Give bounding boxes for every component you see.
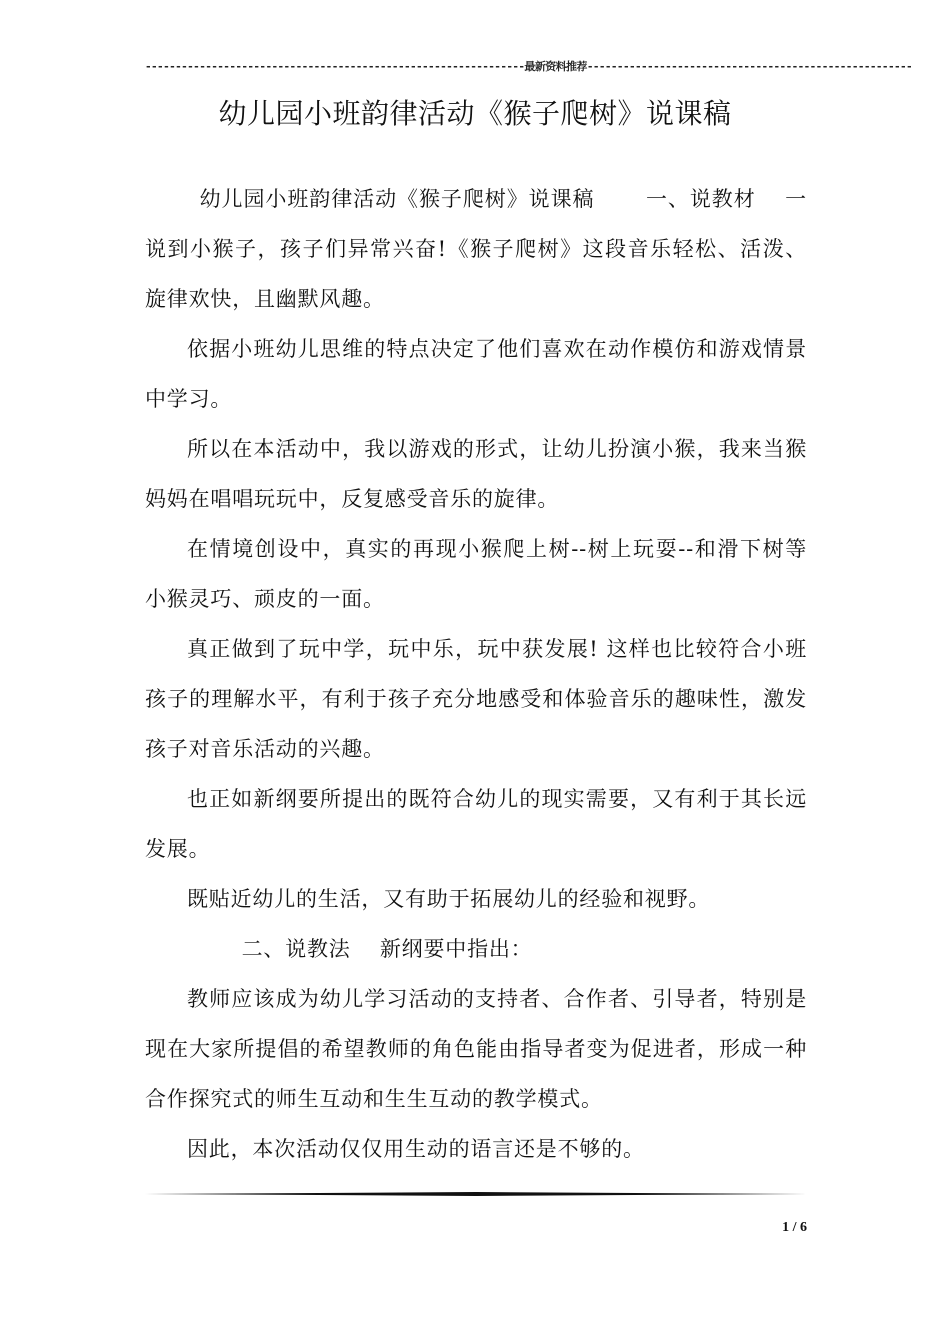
paragraph: 也正如新纲要所提出的既符合幼儿的现实需要，又有利于其长远发展。 (145, 787, 807, 861)
paragraph: 所以在本活动中，我以游戏的形式，让幼儿扮演小猴，我来当猴妈妈在唱唱玩玩中，反复感受音乐的旋律。 (145, 437, 807, 511)
paragraph: 在情境创设中，真实的再现小猴爬上树--树上玩耍--和滑下树等小猴灵巧、顽皮的一面。 (145, 537, 807, 611)
document-body (145, 174, 807, 1174)
section-heading-paragraph: 二、说教法 新纲要中指出： (241, 937, 533, 961)
header-banner: ---------------------------------------------------------------最新资料推荐------------------------------------------------------ (145, 60, 913, 73)
page-number: 1 / 6 (782, 1220, 807, 1235)
paragraph: 教师应该成为幼儿学习活动的支持者、合作者、引导者，特别是现在大家所提倡的希望教师的角色能由指导者变为促进者，形成一种合作探究式的师生互动和生生互动的教学模式。 (145, 987, 807, 1111)
document-title: 幼儿园小班韵律活动《猴子爬树》说课稿 (218, 97, 732, 130)
footer-rule (145, 1192, 807, 1196)
paragraph: 依据小班幼儿思维的特点决定了他们喜欢在动作模仿和游戏情景中学习。 (145, 337, 807, 411)
paragraph: 幼儿园小班韵律活动《猴子爬树》说课稿 一、说教材 一说到小猴子，孩子们异常兴奋!《猴子爬树》这段音乐轻松、活泼、旋律欢快，且幽默风趣。 (145, 187, 807, 311)
paragraph: 既贴近幼儿的生活，又有助于拓展幼儿的经验和视野。 (187, 887, 711, 911)
paragraph: 真正做到了玩中学，玩中乐，玩中获发展! 这样也比较符合小班孩子的理解水平，有利于孩子充分地感受和体验音乐的趣味性，激发孩子对音乐活动的兴趣。 (145, 637, 807, 761)
paragraph: 因此，本次活动仅仅用生动的语言还是不够的。 (187, 1137, 645, 1161)
